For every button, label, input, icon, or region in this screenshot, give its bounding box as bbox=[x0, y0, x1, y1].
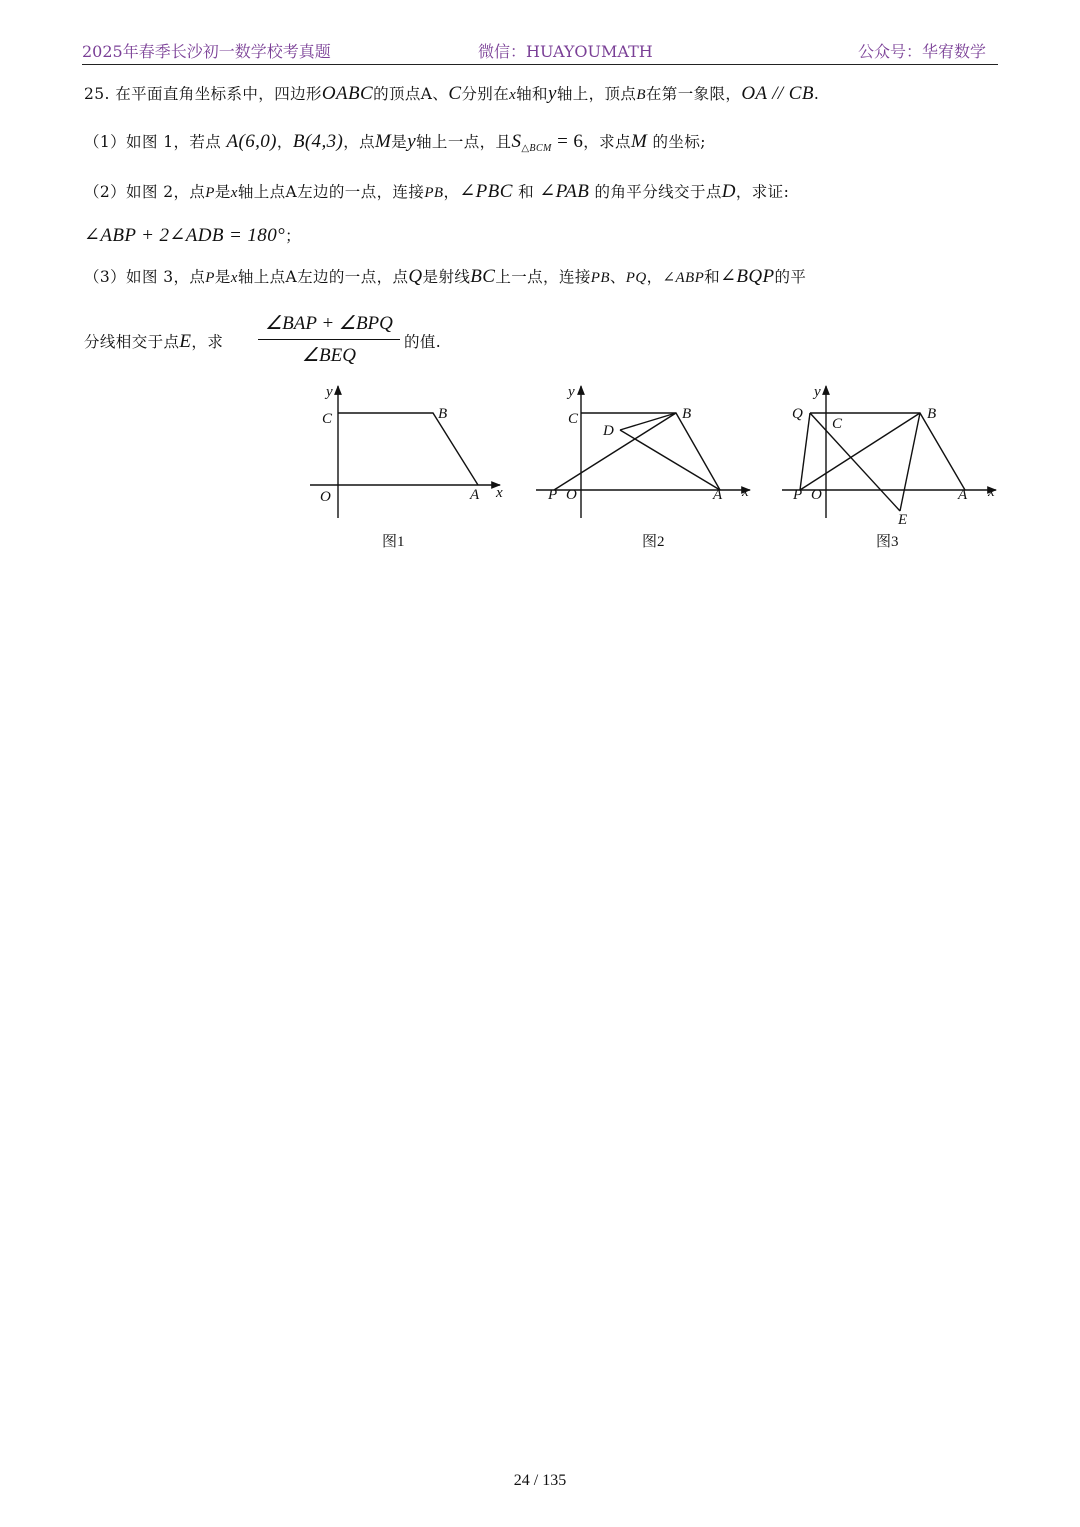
fig3-segment-pb bbox=[800, 413, 920, 490]
stem-text: 的顶点A、 bbox=[373, 85, 449, 103]
fig2-segment-bd bbox=[620, 413, 676, 430]
q2-text: 轴上点A左边的一点，连接 bbox=[237, 183, 425, 201]
q1-text: 的坐标; bbox=[652, 133, 706, 151]
page-header bbox=[82, 36, 998, 65]
q1-math: = 6 bbox=[557, 131, 584, 152]
stem-math: OA // CB bbox=[741, 83, 814, 104]
fig3-label-x: x bbox=[988, 484, 995, 500]
q2-math: ∠PBC bbox=[459, 181, 513, 202]
q3-math: PB bbox=[590, 270, 610, 286]
q1-text: 是 bbox=[391, 133, 408, 151]
question-3 bbox=[84, 265, 806, 288]
stem-math: B bbox=[636, 87, 646, 103]
fig2-label-p: P bbox=[548, 487, 558, 503]
q1-text: （1）如图 1，若点 bbox=[84, 133, 222, 151]
q2-text: ， bbox=[443, 183, 460, 201]
question-2-equation bbox=[84, 224, 301, 247]
fig3-label-c: C bbox=[832, 416, 843, 432]
fig3-label-o: O bbox=[811, 487, 822, 503]
q3-math: PQ bbox=[625, 270, 647, 286]
q1-text: ， bbox=[276, 133, 293, 151]
problem-number: 25. bbox=[84, 85, 110, 103]
q3-math: ∠ABP bbox=[662, 270, 705, 286]
q3-fraction bbox=[258, 312, 400, 367]
fig3-caption: 图3 bbox=[876, 534, 899, 550]
q2-text: 和 bbox=[518, 183, 534, 201]
fig1-label-c: C bbox=[322, 411, 333, 427]
problem-stem bbox=[84, 82, 819, 105]
question-2 bbox=[84, 180, 789, 203]
fig3-label-p: P bbox=[793, 487, 803, 503]
q1-subscript: △BCM bbox=[521, 143, 552, 155]
fig3-segment-qe bbox=[810, 413, 900, 511]
q3-text: 是射线 bbox=[422, 268, 471, 286]
q2-text: 是 bbox=[214, 183, 231, 201]
fig3-segment-pq bbox=[800, 413, 810, 490]
q3-text: ，求 bbox=[191, 333, 224, 351]
q1-math: M bbox=[375, 131, 392, 152]
q3-math: x bbox=[230, 270, 238, 286]
fig2-label-b: B bbox=[682, 406, 692, 422]
fig2-quadrilateral bbox=[581, 413, 720, 490]
question-3-cont bbox=[84, 330, 223, 353]
q1-math: B(4,3) bbox=[292, 131, 344, 152]
q1-math: M bbox=[630, 131, 648, 152]
q2-text: ； bbox=[285, 227, 301, 245]
q2-math: ∠PAB bbox=[539, 181, 590, 202]
q3-text: 分线相交于点 bbox=[84, 333, 180, 351]
q2-equation: ∠ABP + 2∠ADB = 180° bbox=[84, 225, 286, 246]
stem-math: C bbox=[448, 83, 462, 104]
header-account: 公众号：华宥数学 bbox=[857, 42, 986, 61]
stem-text: 轴和 bbox=[516, 85, 548, 103]
fig1-caption: 图1 bbox=[382, 534, 405, 550]
q3-math: E bbox=[179, 331, 192, 352]
q1-text: 轴上一点，且 bbox=[416, 133, 512, 151]
stem-text: 轴上，顶点 bbox=[556, 85, 637, 103]
fig2-label-x: x bbox=[742, 484, 749, 500]
page-number: 24 / 135 bbox=[513, 1472, 567, 1489]
q2-math: x bbox=[230, 185, 238, 201]
stem-text: . bbox=[813, 85, 820, 103]
fig2-segment-ad bbox=[620, 430, 720, 490]
q3-text: 的平 bbox=[774, 268, 807, 286]
fig2-label-o: O bbox=[566, 487, 577, 503]
fig2-label-c: C bbox=[568, 411, 579, 427]
header-title: 2025年春季长沙初一数学校考真题 bbox=[82, 42, 331, 61]
q1-math: A(6,0) bbox=[226, 131, 277, 152]
fig2-label-y: y bbox=[568, 384, 575, 400]
stem-math: x bbox=[509, 87, 517, 103]
fig1-quadrilateral bbox=[338, 413, 478, 485]
q2-text: ，求证: bbox=[735, 183, 790, 201]
q3-text: 上一点，连接 bbox=[495, 268, 591, 286]
fig3-label-q: Q bbox=[792, 406, 803, 422]
fraction-numerator: ∠BAP + ∠BPQ bbox=[265, 313, 393, 334]
fig3-label-y: y bbox=[814, 384, 821, 400]
q1-math: y bbox=[407, 131, 417, 152]
q3-text: 和 bbox=[704, 268, 721, 286]
q2-math: D bbox=[721, 181, 736, 202]
q2-text: （2）如图 2，点 bbox=[84, 183, 206, 201]
q3-text: ， bbox=[646, 268, 663, 286]
q3-math: Q bbox=[408, 266, 423, 287]
figures bbox=[300, 378, 1000, 558]
q3-text: 的值. bbox=[404, 333, 442, 351]
fig1-label-o: O bbox=[320, 489, 331, 505]
stem-text: 在第一象限， bbox=[645, 85, 742, 103]
fig2-label-a: A bbox=[713, 487, 723, 503]
q1-text: ，点 bbox=[343, 133, 376, 151]
fig2-caption: 图2 bbox=[642, 534, 665, 550]
fig1-label-a: A bbox=[470, 487, 480, 503]
q3-math: P bbox=[205, 270, 215, 286]
q2-math: PB bbox=[424, 185, 444, 201]
q3-math: BC bbox=[470, 266, 496, 287]
fig1-label-y: y bbox=[326, 384, 333, 400]
fig2-label-d: D bbox=[603, 423, 614, 439]
question-3-end bbox=[404, 330, 441, 352]
q2-math: P bbox=[205, 185, 215, 201]
fig3-label-e: E bbox=[898, 512, 908, 528]
stem-math: y bbox=[547, 83, 557, 104]
fig1-label-x: x bbox=[496, 485, 503, 501]
stem-text: 分别在 bbox=[461, 85, 510, 103]
fig1-label-b: B bbox=[438, 406, 448, 422]
stem-math: OABC bbox=[321, 83, 374, 104]
q1-math: S bbox=[511, 131, 522, 152]
fig3-label-b: B bbox=[927, 406, 937, 422]
q3-text: 是 bbox=[214, 268, 231, 286]
q3-text: 轴上点A左边的一点，点 bbox=[237, 268, 409, 286]
q3-math: ∠BQP bbox=[720, 266, 775, 287]
fraction-denominator: ∠BEQ bbox=[302, 345, 356, 366]
q1-text: ，求点 bbox=[583, 133, 631, 151]
q3-text: 、 bbox=[609, 268, 626, 286]
q2-text: 的角平分线交于点 bbox=[594, 183, 722, 201]
q3-text: （3）如图 3，点 bbox=[84, 268, 206, 286]
stem-text: 在平面直角坐标系中，四边形 bbox=[115, 85, 322, 103]
fig3-segment-be bbox=[900, 413, 920, 511]
header-wechat: 微信：HUAYOUMATH bbox=[478, 42, 653, 61]
fig3-label-a: A bbox=[958, 487, 968, 503]
question-1 bbox=[84, 130, 706, 154]
